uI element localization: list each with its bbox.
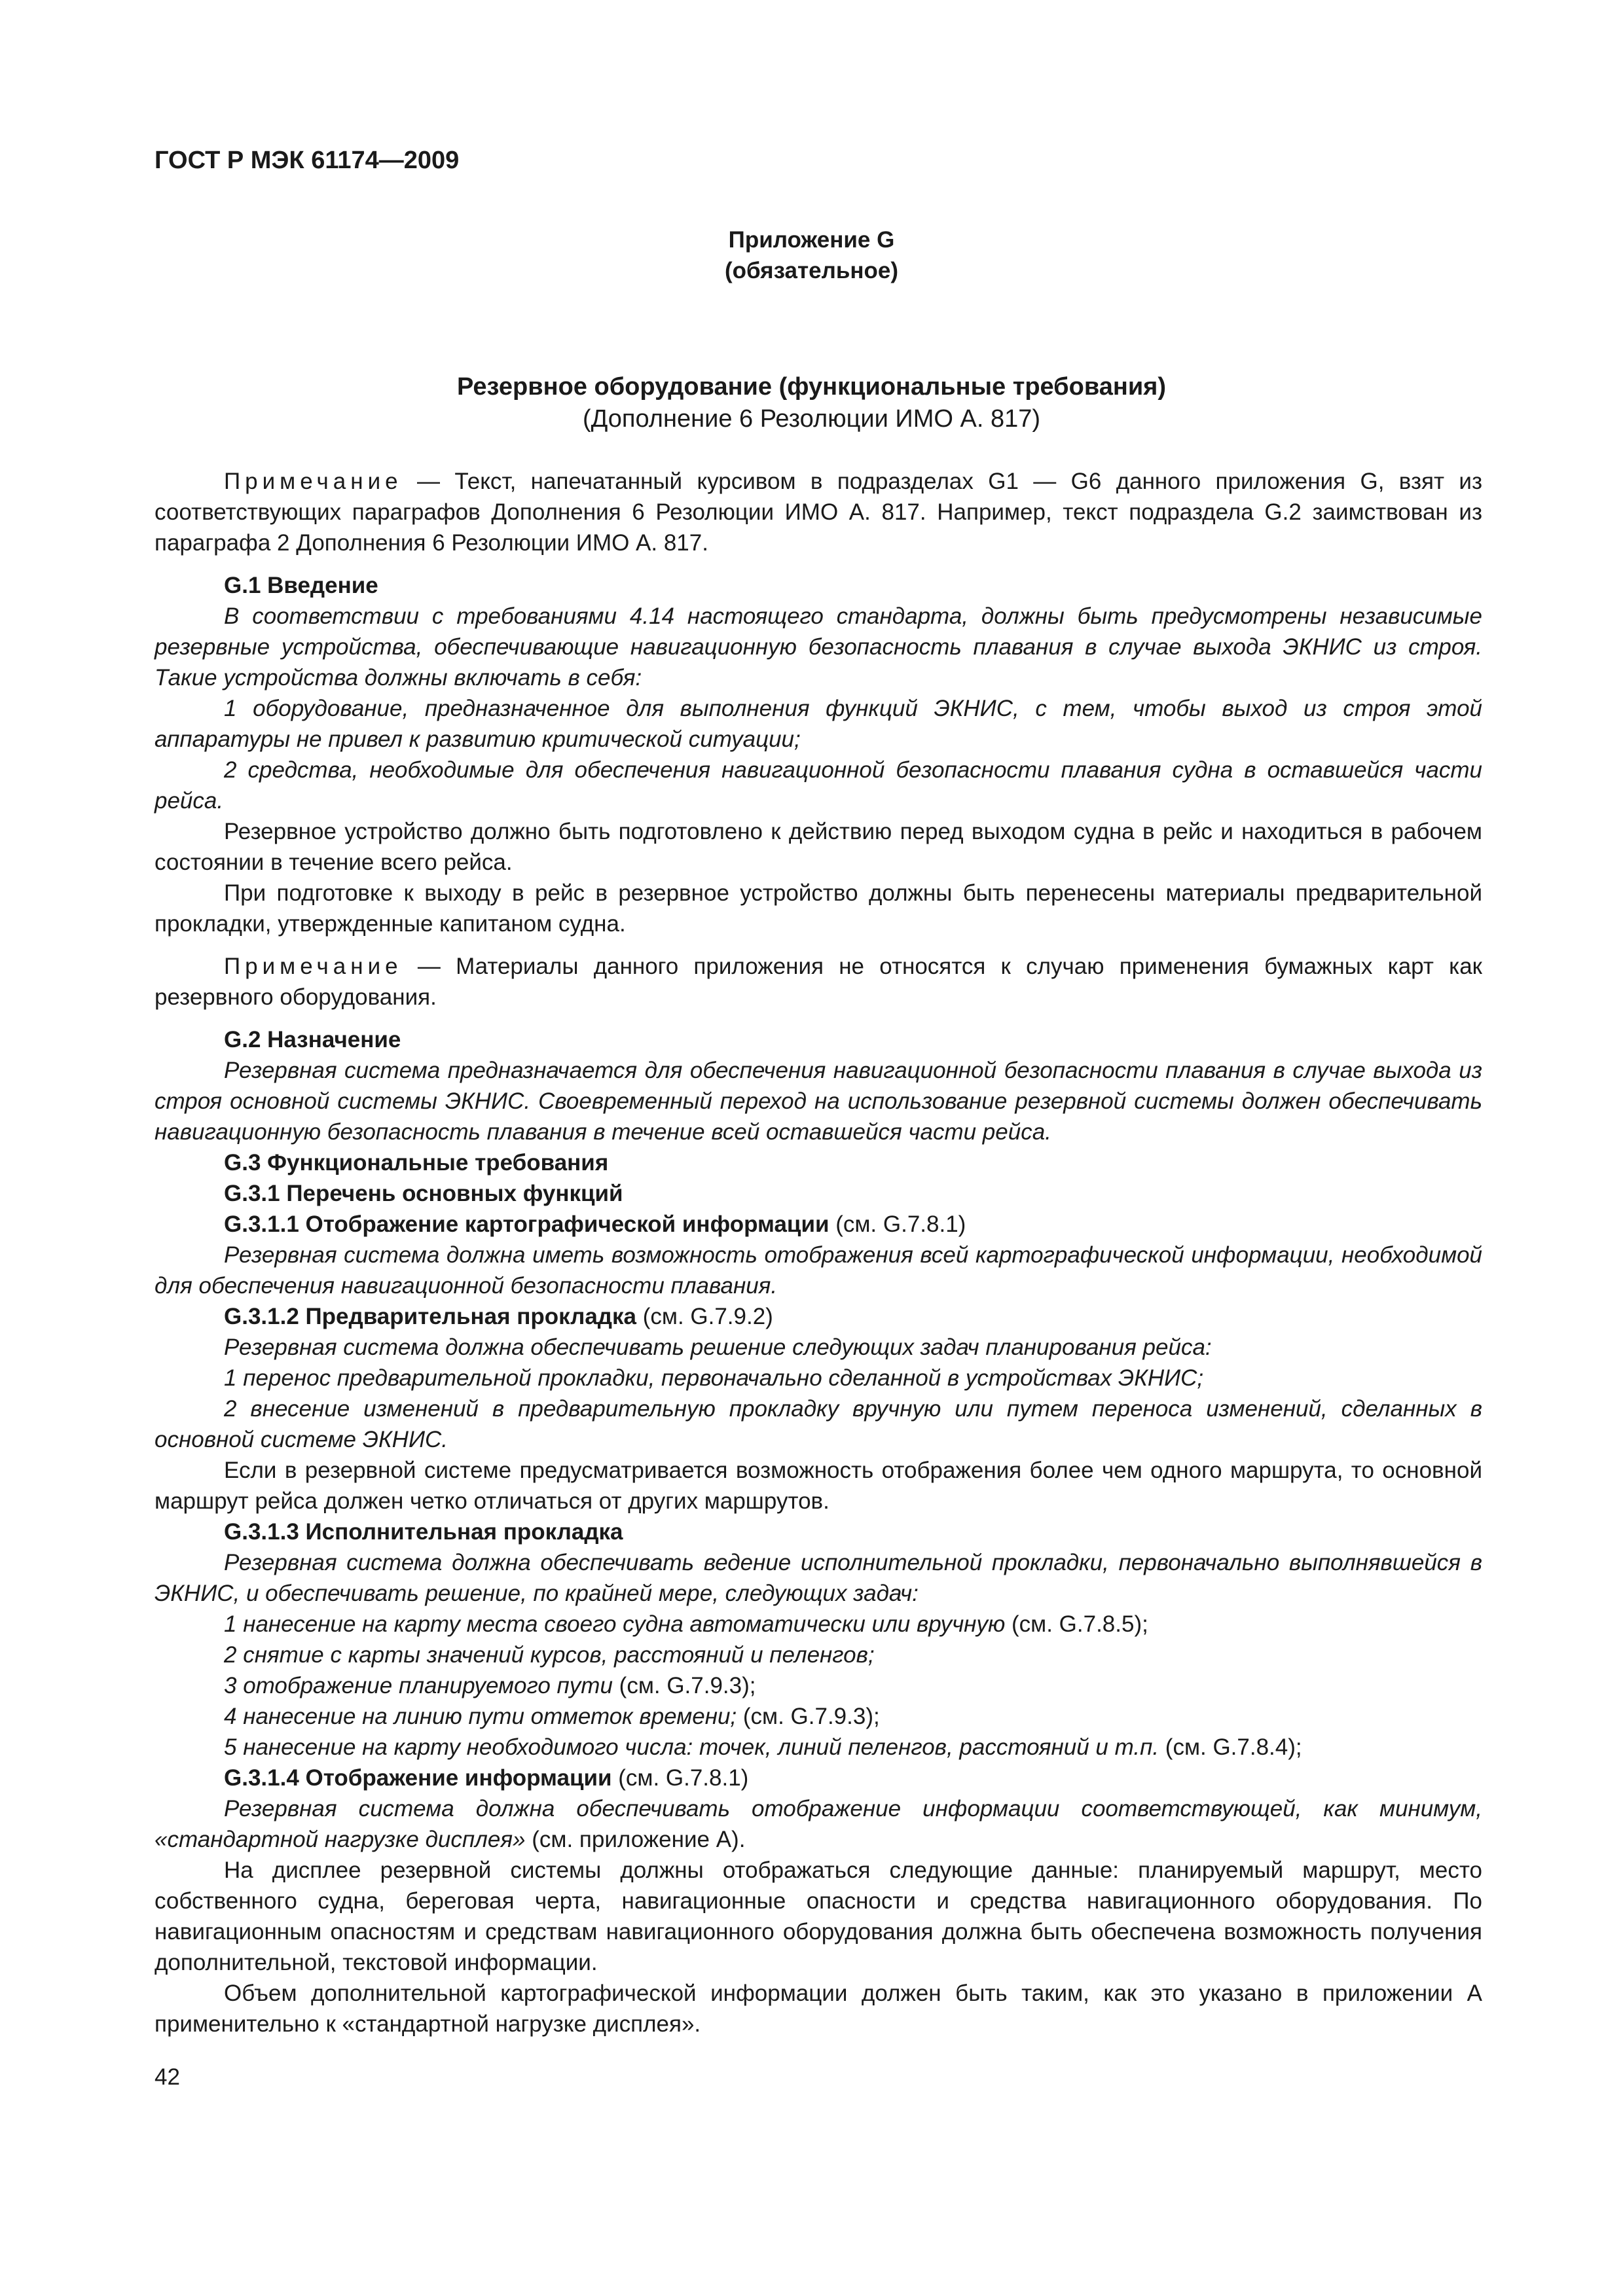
clause-heading: G.3.1.3 Исполнительная прокладка [224,1519,623,1545]
list-item-reference: (см. G.7.9.3); [612,1673,756,1698]
paragraph-text: Резервная система должна обеспечивать отображение информации соответствующей, как минимум, «стандартной нагрузке дисплея» [155,1796,1482,1852]
note-text: — Текст, напечатанный курсивом в подразделах G1 — G6 данного приложения G, взят из соответствующих параграфов Дополнения 6 Резолюции ИМО А. 817. Например, текст подраздела G.2 заимствован из параграфа 2 Дополнения 6 Резолюции ИМО А. 817. [155,469,1482,556]
annex-heading [0,224,1623,286]
clause-heading [155,1209,1482,1240]
paragraph: На дисплее резервной системы должны отображаться следующие данные: планируемый маршрут, место собственного судна, береговая черта, навигационные опасности и средства навигационного оборудования. По навигационным опасностям и средствам навигационного оборудования должна быть обеспечена возможность получения дополнительной, текстовой информации. [155,1857,1482,1975]
note-paragraph [155,951,1482,1013]
paragraph [155,1793,1482,1855]
list-item: 1 перенос предварительной прокладки, первоначально сделанной в устройствах ЭКНИС; [224,1365,1204,1391]
list-item-reference: (см. G.7.8.4); [1159,1734,1302,1760]
list-item: 2 средства, необходимые для обеспечения навигационной безопасности плавания судна в оставшейся части рейса. [155,757,1482,814]
list-item-reference: (см. G.7.9.3); [737,1704,880,1729]
paragraph: Резервная система должна иметь возможность отображения всей картографической информации, необходимой для обеспечения навигационной безопасности плавания. [155,1242,1482,1299]
list-item [155,1701,1482,1732]
note-text: — Материалы данного приложения не относятся к случаю применения бумажных карт как резервного оборудования. [155,954,1482,1010]
paragraph: Резервное устройство должно быть подготовлено к действию перед выходом судна в рейс и находиться в рабочем состоянии в течение всего рейса. [155,819,1482,875]
note-label: Примечание [224,469,403,494]
clause-reference: (см. G.7.8.1) [611,1765,749,1791]
paragraph: Резервная система должна обеспечивать ведение исполнительной прокладки, первоначально выполнявшейся в ЭКНИС, и обеспечивать решение, по крайней мере, следующих задач: [155,1550,1482,1606]
title-main: Резервное оборудование (функциональные требования) [457,373,1166,401]
annex-title: Приложение G [728,227,895,253]
paragraph: При подготовке к выходу в рейс в резервное устройство должны быть перенесены материалы предварительной прокладки, утвержденные капитаном судна. [155,880,1482,937]
list-item: 2 внесение изменений в предварительную прокладку вручную или путем переноса изменений, сделанных в основной системе ЭКНИС. [155,1396,1482,1452]
clause-heading [155,1763,1482,1793]
list-item: 1 оборудование, предназначенное для выполнения функций ЭКНИС, с тем, чтобы выход из строя этой аппаратуры не привел к развитию критической ситуации; [155,696,1482,752]
section-heading: G.1 Введение [224,573,378,598]
list-item-text: 5 нанесение на карту необходимого числа: точек, линий пеленгов, расстояний и т.п. [224,1734,1159,1760]
clause-reference: (см. G.7.8.1) [829,1211,966,1237]
clause-heading [155,1301,1482,1332]
standard-designation: ГОСТ Р МЭК 61174—2009 [155,147,460,174]
clause-title: G.3.1.2 Предварительная прокладка [224,1304,636,1329]
section-heading: G.2 Назначение [224,1027,401,1052]
list-item: 2 снятие с карты значений курсов, расстояний и пеленгов; [224,1642,875,1668]
title-sub: (Дополнение 6 Резолюции ИМО А. 817) [582,405,1041,433]
document-body [155,466,1482,2039]
clause-title: G.3.1.1 Отображение картографической информации [224,1211,830,1237]
clause-reference: (см. G.7.9.2) [636,1304,773,1329]
paragraph-reference: (см. приложение А). [525,1827,746,1852]
list-item [155,1732,1482,1763]
paragraph: Если в резервной системе предусматривается возможность отображения более чем одного маршрута, то основной маршрут рейса должен четко отличаться от других маршрутов. [155,1458,1482,1514]
list-item-text: 1 нанесение на карту места своего судна автоматически или вручную [224,1611,1006,1637]
list-item-reference: (см. G.7.8.5); [1005,1611,1148,1637]
paragraph: Объем дополнительной картографической информации должен быть таким, как это указано в приложении А применительно к «стандартной нагрузке дисплея». [155,1981,1482,2037]
section-heading: G.3 Функциональные требования [224,1150,609,1175]
paragraph: Резервная система предназначается для обеспечения навигационной безопасности плавания в случае выхода из строя основной системы ЭКНИС. Своевременный переход на использование резервной системы должен обеспечивать навигационную безопасность плавания в течение всей оставшейся части рейса. [155,1058,1482,1145]
paragraph: Резервная система должна обеспечивать решение следующих задач планирования рейса: [224,1335,1212,1360]
note-paragraph [155,466,1482,558]
page-number: 42 [155,2064,180,2090]
paragraph: В соответствии с требованиями 4.14 настоящего стандарта, должны быть предусмотрены независимые резервные устройства, обеспечивающие навигационную безопасность плавания в случае выхода ЭКНИС из строя. Такие устройства должны включать в себя: [155,603,1482,691]
list-item-text: 4 нанесение на линию пути отметок времени; [224,1704,737,1729]
subsection-heading: G.3.1 Перечень основных функций [224,1181,623,1206]
annex-status: (обязательное) [724,258,898,283]
list-item [155,1609,1482,1640]
note-label: Примечание [224,954,403,979]
list-item [155,1670,1482,1701]
annex-main-title [0,371,1623,435]
list-item-text: 3 отображение планируемого пути [224,1673,613,1698]
clause-title: G.3.1.4 Отображение информации [224,1765,612,1791]
